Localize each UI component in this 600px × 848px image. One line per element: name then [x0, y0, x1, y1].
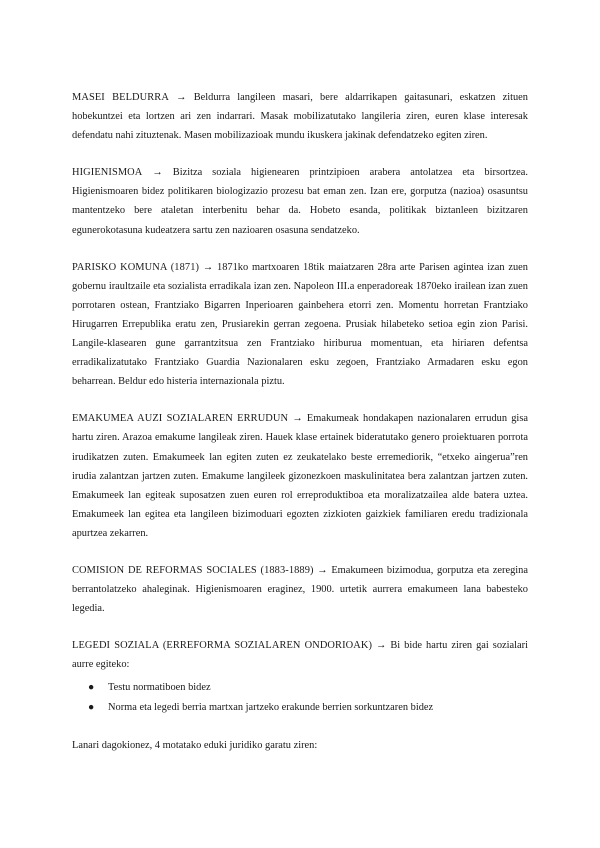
- arrow-icon: →: [292, 413, 303, 425]
- section-legedi-soziala: [72, 636, 528, 674]
- bullet-list: [72, 678, 528, 718]
- section-comision-de-reformas-sociales: [72, 561, 528, 618]
- section-text: Emakumeak hondakapen nazionalaren errudun gisa hartu ziren. Arazoa emakume langileak ziren. Hauek klase ertainek bideratutako genero proiektuaren porrota irudikatzen zuten. Emakumeek lan egiten zuten ez zeukatelako beste erremediorik, “etxeko aingerua”ren irudia zalantzan jartzen zuten. Emakume langileek gizonezkoen maskulinitatea bera zalantzan jartzen zuten. Emakumeek lan egiteak suposatzen zuen euren rol erreproduktiboa eta moralizatzailea alde batera uztea. Emakumeek lan egitea eta langileen bizimoduari egozten zizkioten gaizkiek familiaren eredu tradizionala apurtzea zekarren.: [72, 413, 528, 539]
- section-term: EMAKUMEA AUZI SOZIALAREN ERRUDUN: [72, 413, 289, 425]
- section-text: Emakumeen bizimodua, gorputza eta zeregina berrantolatzeko ahaleginak. Higienismoaren eraginez, 1900. urtetik aurrera emakumeen lana babesteko legedia.: [72, 564, 528, 615]
- section-term: MASEI BELDURRA: [72, 92, 169, 103]
- list-item-text: Norma eta legedi berria martxan jartzeko erakunde berrien sorkuntzaren bidez: [108, 702, 434, 714]
- section-emakumea-auzi-sozialaren-errudun: [72, 409, 528, 543]
- arrow-icon: →: [317, 564, 328, 576]
- section-text: Bizitza soziala higienearen printzipioen arabera antolatzea eta birsortzea. Higienismoaren bidez politikaren biologizazio prozesu bat eman zen. Izan ere, gorputza (nazioa) osasuntsu mantentzeko bere ataletan interbenitu behar da. Hobeto esanda, politikak biztanleen bizitzaren egunerokotasuna kudeatzera sartu zen nazioaren osasuna sendatzeko.: [72, 167, 528, 236]
- arrow-icon: →: [176, 92, 187, 103]
- arrow-icon: →: [202, 261, 214, 273]
- section-text: 1871ko martxoaren 18tik maiatzaren 28ra arte Parisen agintea izan zuen gobernu iraultzaile eta sozialista erradikala izan zen. Napoleon III.a enperadoreak 1870eko irailean izan zuen porrotaren ostean, Frantziako Bigarren Inperioaren gainbehera etorri zen. Momentu horretan Frantziako Hirugarren Errepublika eratu zen, Prusiarekin gerran zegoena. Prusiak hilabeteko setioa egin zion Parisi. Langile-klasearen gune garrantzitsua zen Frantziako hiriburua momentuan, eta hiriaren defentsa erradikalizatutako Frantziako Guardia Nazionalaren esku zegoen, Frantziako Armadaren esku egon beharrean. Beldur edo histeria internazionala piztu.: [72, 261, 528, 388]
- list-item: [72, 698, 528, 718]
- section-term: LEGEDI SOZIALA (ERREFORMA SOZIALAREN ONDORIOAK): [72, 640, 372, 652]
- section-text: Beldurra langileen masari, bere aldarrikapen gaitasunari, eskatzen zituen hobekuntzei eta lortzen ari zen indarrari. Masak mobilizatutako langileria ziren, euren klase interesak defendatu nahi zituztenak. Masen mobilizazioak mundu ikuskera jakinak defendatzeko egiten ziren.: [72, 92, 528, 142]
- section-term: COMISION DE REFORMAS SOCIALES (1883-1889): [72, 564, 314, 576]
- section-parisko-komuna: [72, 258, 528, 392]
- section-text: Bi bide hartu ziren gai sozialari aurre egiteko:: [72, 640, 528, 671]
- section-higienismoa: [72, 163, 528, 239]
- document-body: [72, 88, 528, 774]
- closing-paragraph: Lanari dagokionez, 4 motatako eduki juridiko garatu ziren:: [72, 740, 318, 752]
- bullet-icon: ●: [88, 702, 95, 714]
- arrow-icon: →: [152, 167, 163, 179]
- list-item-text: Testu normatiboen bidez: [108, 682, 211, 694]
- list-item: [72, 678, 528, 698]
- section-term: PARISKO KOMUNA (1871): [72, 261, 200, 273]
- section-masei-beldurra: [72, 88, 528, 145]
- arrow-icon: →: [375, 640, 387, 652]
- section-term: HIGIENISMOA: [72, 167, 143, 179]
- bullet-icon: ●: [88, 682, 95, 694]
